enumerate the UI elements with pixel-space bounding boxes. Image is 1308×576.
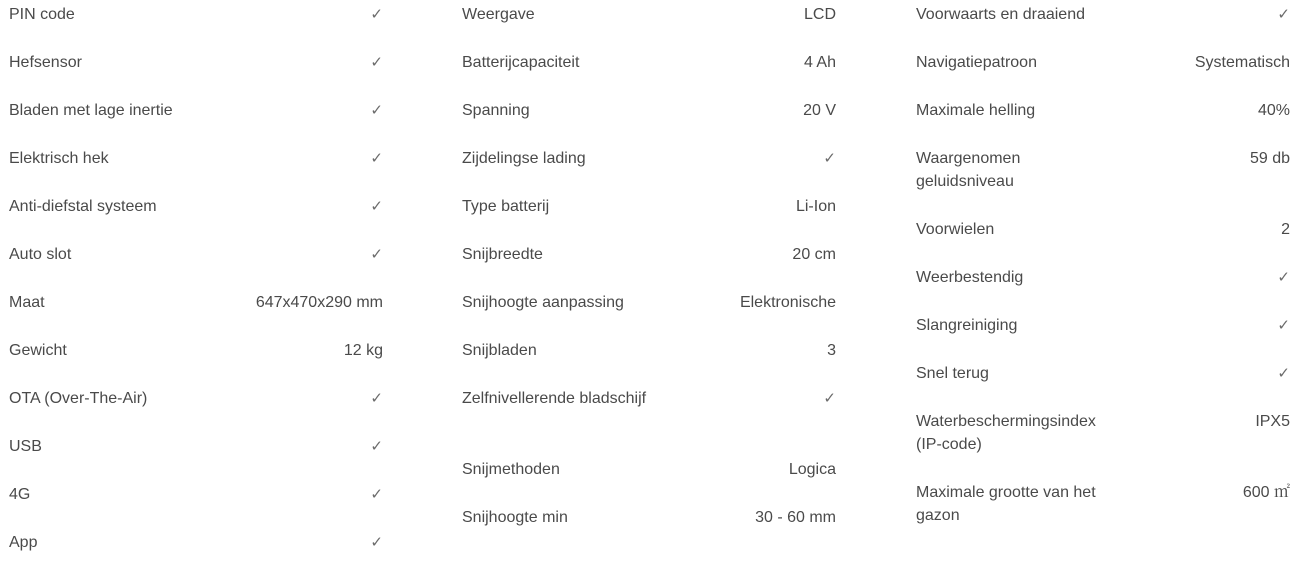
spec-row-snel-terug [916, 359, 1290, 407]
spec-label: Snijhoogte min [462, 509, 568, 526]
spec-value: 4 Ah [803, 54, 836, 71]
spec-row-snijbladen [462, 336, 836, 384]
spec-row-weergave [462, 0, 836, 48]
spec-row-maximale-helling [916, 96, 1290, 144]
spec-value: 59 db [1249, 150, 1290, 167]
spec-label: USB [9, 438, 42, 455]
spec-label: Zelfnivellerende bladschijf [462, 390, 647, 407]
spec-row-zelfnivellerende [462, 384, 836, 455]
spec-row-voorwielen [916, 215, 1290, 263]
spec-label: Auto slot [9, 246, 72, 263]
check-icon: ✓ [370, 245, 383, 263]
spec-label: Snijmethoden [462, 461, 560, 478]
spec-label: Spanning [462, 102, 530, 119]
spec-value: 2 [1281, 221, 1290, 238]
check-icon: ✓ [1277, 316, 1290, 334]
spec-value: Elektronische [739, 294, 836, 311]
check-icon: ✓ [370, 533, 383, 551]
check-icon: ✓ [1277, 268, 1290, 286]
spec-value: Logica [788, 461, 836, 478]
spec-label: Gewicht [9, 342, 67, 359]
spec-label: Navigatiepatroon [916, 54, 1037, 71]
spec-label: Weergave [462, 6, 535, 23]
spec-row-hefsensor [9, 48, 383, 96]
check-icon: ✓ [1277, 364, 1290, 382]
spec-label: Bladen met lage inertie [9, 102, 173, 119]
spec-row-slangreiniging [916, 311, 1290, 359]
spec-label: Type batterij [462, 198, 550, 215]
check-icon: ✓ [370, 5, 383, 23]
spec-label: 4G [9, 486, 31, 503]
spec-label: App [9, 534, 38, 551]
spec-label: Snijbreedte [462, 246, 543, 263]
spec-label: Zijdelingse lading [462, 150, 586, 167]
spec-label: Snijbladen [462, 342, 537, 359]
spec-label: Batterijcapaciteit [462, 54, 580, 71]
spec-row-zijdelingse-lading [462, 144, 836, 192]
spec-row-ota [9, 384, 383, 432]
check-icon: ✓ [370, 485, 383, 503]
spec-row-gewicht [9, 336, 383, 384]
spec-value: 12 kg [343, 342, 383, 359]
spec-label: Slangreiniging [916, 317, 1018, 334]
spec-row-bladen [9, 96, 383, 144]
spec-row-auto-slot [9, 240, 383, 288]
spec-column-1 [9, 0, 383, 576]
spec-row-gazon [916, 478, 1290, 549]
spec-row-type-batterij [462, 192, 836, 240]
check-icon: ✓ [823, 149, 836, 167]
check-icon: ✓ [370, 101, 383, 119]
spec-column-3 [916, 0, 1290, 549]
spec-value: 30 - 60 mm [755, 509, 836, 526]
spec-label: Maximale grootte van het gazon [916, 484, 1096, 524]
spec-label: Voorwaarts en draaiend [916, 6, 1085, 23]
spec-row-snijhoogte-min [462, 503, 836, 551]
check-icon: ✓ [370, 53, 383, 71]
spec-value: LCD [803, 6, 836, 23]
spec-row-app [9, 528, 383, 576]
spec-row-anti-diefstal [9, 192, 383, 240]
spec-row-4g [9, 480, 383, 528]
spec-row-pin-code [9, 0, 383, 48]
spec-value: 20 V [803, 102, 836, 119]
spec-value: 3 [827, 342, 836, 359]
spec-row-snijmethoden [462, 455, 836, 503]
spec-row-usb [9, 432, 383, 480]
check-icon: ✓ [370, 389, 383, 407]
spec-row-maat [9, 288, 383, 336]
spec-label: PIN code [9, 6, 75, 23]
spec-label: OTA (Over-The-Air) [9, 390, 148, 407]
spec-row-geluidsniveau [916, 144, 1290, 215]
spec-value: Li-Ion [795, 198, 836, 215]
spec-label: Snijhoogte aanpassing [462, 294, 624, 311]
spec-value: 40% [1257, 102, 1290, 119]
check-icon: ✓ [370, 197, 383, 215]
spec-label: Anti-diefstal systeem [9, 198, 157, 215]
spec-label: Maat [9, 294, 45, 311]
spec-label: Maximale helling [916, 102, 1036, 119]
spec-row-waterbescherming [916, 407, 1290, 478]
check-icon: ✓ [1277, 5, 1290, 23]
spec-row-navigatiepatroon [916, 48, 1290, 96]
spec-row-weerbestendig [916, 263, 1290, 311]
spec-value: 20 cm [792, 246, 836, 263]
spec-row-snijbreedte [462, 240, 836, 288]
check-icon: ✓ [823, 389, 836, 407]
spec-value: IPX5 [1255, 413, 1290, 430]
check-icon: ✓ [370, 437, 383, 455]
spec-label: Elektrisch hek [9, 150, 109, 167]
spec-row-elektrisch-hek [9, 144, 383, 192]
spec-column-2 [462, 0, 836, 551]
spec-label: Snel terug [916, 365, 989, 382]
spec-label: Waterbeschermingsindex (IP-code) [916, 413, 1096, 453]
spec-label: Weerbestendig [916, 269, 1024, 286]
spec-value: 600 ㎡ [1242, 484, 1290, 501]
spec-row-batterijcapaciteit [462, 48, 836, 96]
spec-value: 647x470x290 mm [255, 294, 383, 311]
spec-row-snijhoogte-aanpassing [462, 288, 836, 336]
spec-row-spanning [462, 96, 836, 144]
spec-label: Voorwielen [916, 221, 995, 238]
spec-row-voorwaarts [916, 0, 1290, 48]
spec-value: Systematisch [1194, 54, 1290, 71]
spec-label: Hefsensor [9, 54, 82, 71]
check-icon: ✓ [370, 149, 383, 167]
spec-label: Waargenomen geluidsniveau [916, 150, 1021, 190]
